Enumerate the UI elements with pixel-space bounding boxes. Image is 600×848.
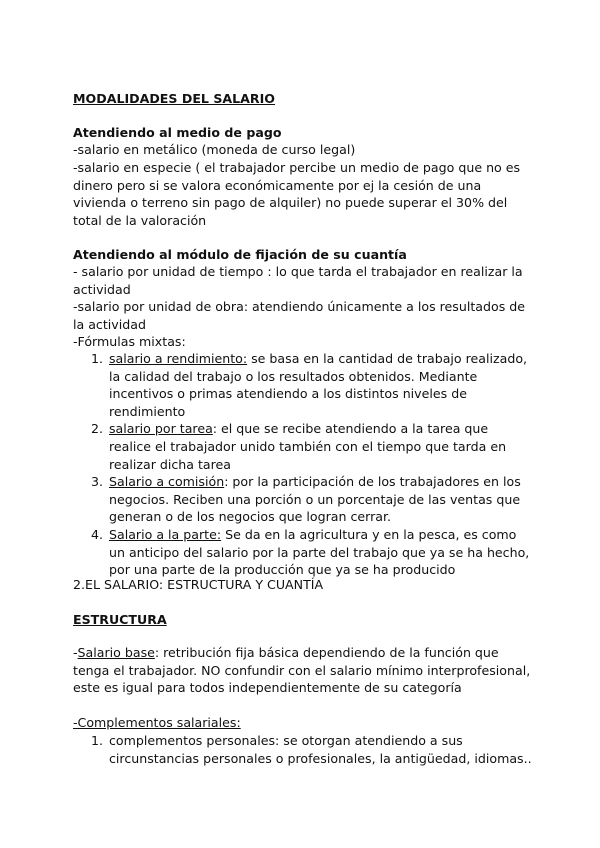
heading-complementos: -Complementos salariales:	[73, 715, 241, 730]
list-number: 1.	[91, 733, 104, 748]
heading-estructura: ESTRUCTURA	[73, 612, 167, 627]
list-number: 1.	[91, 351, 104, 366]
paragraph-unidad-tiempo: - salario por unidad de tiempo : lo que tarda el trabajador en realizar la actividad	[73, 264, 523, 297]
list-text: Se da en la agricultura y en la pesca, es como un anticipo del salario por la parte del trabajo que ya se ha hecho, por una parte de la producción que ya se ha producido	[109, 526, 530, 578]
list-item	[73, 473, 533, 526]
paragraph-salario-base	[73, 644, 533, 697]
list-text: : por la participación de los trabajadores en los negocios. Reciben una porción o un porcentaje de las ventas que generan o de los negocios que logran cerrar.	[109, 474, 521, 525]
document-title: MODALIDADES DEL SALARIO	[73, 91, 276, 106]
paragraph-especie: -salario en especie ( el trabajador percibe un medio de pago que no es dinero pero si se valora económicamente por ej la cesión de una vivienda o terreno sin pago de alquiler) no puede superar el 30% del total de la valoración	[73, 160, 521, 228]
list-item	[73, 420, 533, 473]
list-term: salario por tarea	[109, 421, 213, 437]
list-number: 2.	[91, 421, 104, 437]
list-number: 4.	[91, 526, 104, 542]
list-text: se basa en la cantidad de trabajo realizado, la calidad del trabajo o los resultados obtenidos. Mediante incentivos o primas atendiendo a los distintos niveles de rendimiento	[109, 351, 528, 419]
salario-base-text: : retribución fija básica dependiendo de la función que tenga el trabajador. NO confundir con el salario mínimo interprofesional, este es igual para todos independientemente de su categoría	[73, 645, 531, 696]
complementos-list	[73, 732, 533, 767]
salario-base-term: Salario base	[77, 645, 155, 660]
list-term: Salario a la parte:	[109, 526, 222, 542]
prefix: -	[73, 645, 78, 660]
formulas-list	[73, 350, 533, 579]
paragraph-unidad-obra: -salario por unidad de obra: atendiendo únicamente a los resultados de la actividad	[73, 299, 526, 332]
list-item	[73, 732, 533, 767]
list-number: 3.	[91, 474, 104, 490]
paragraph-formulas-mixtas: -Fórmulas mixtas:	[73, 334, 186, 349]
heading-modulo: Atendiendo al módulo de fijación de su cuantía	[73, 247, 407, 262]
list-term: salario a rendimiento:	[109, 351, 248, 366]
heading-medio-pago: Atendiendo al medio de pago	[73, 125, 282, 140]
list-term: Salario a comisión	[109, 474, 225, 490]
section-heading-salario: 2.EL SALARIO: ESTRUCTURA Y CUANTÍA	[73, 577, 324, 592]
list-item	[73, 350, 533, 420]
list-text: complementos personales: se otorgan atendiendo a sus circunstancias personales o profesionales, la antigüedad, idiomas..	[109, 733, 532, 766]
list-item	[73, 526, 533, 579]
list-text: : el que se recibe atendiendo a la tarea que realice el trabajador unido también con el tiempo que tarda en realizar dicha tarea	[109, 421, 507, 472]
paragraph-metalico: -salario en metálico (moneda de curso legal)	[73, 142, 356, 157]
